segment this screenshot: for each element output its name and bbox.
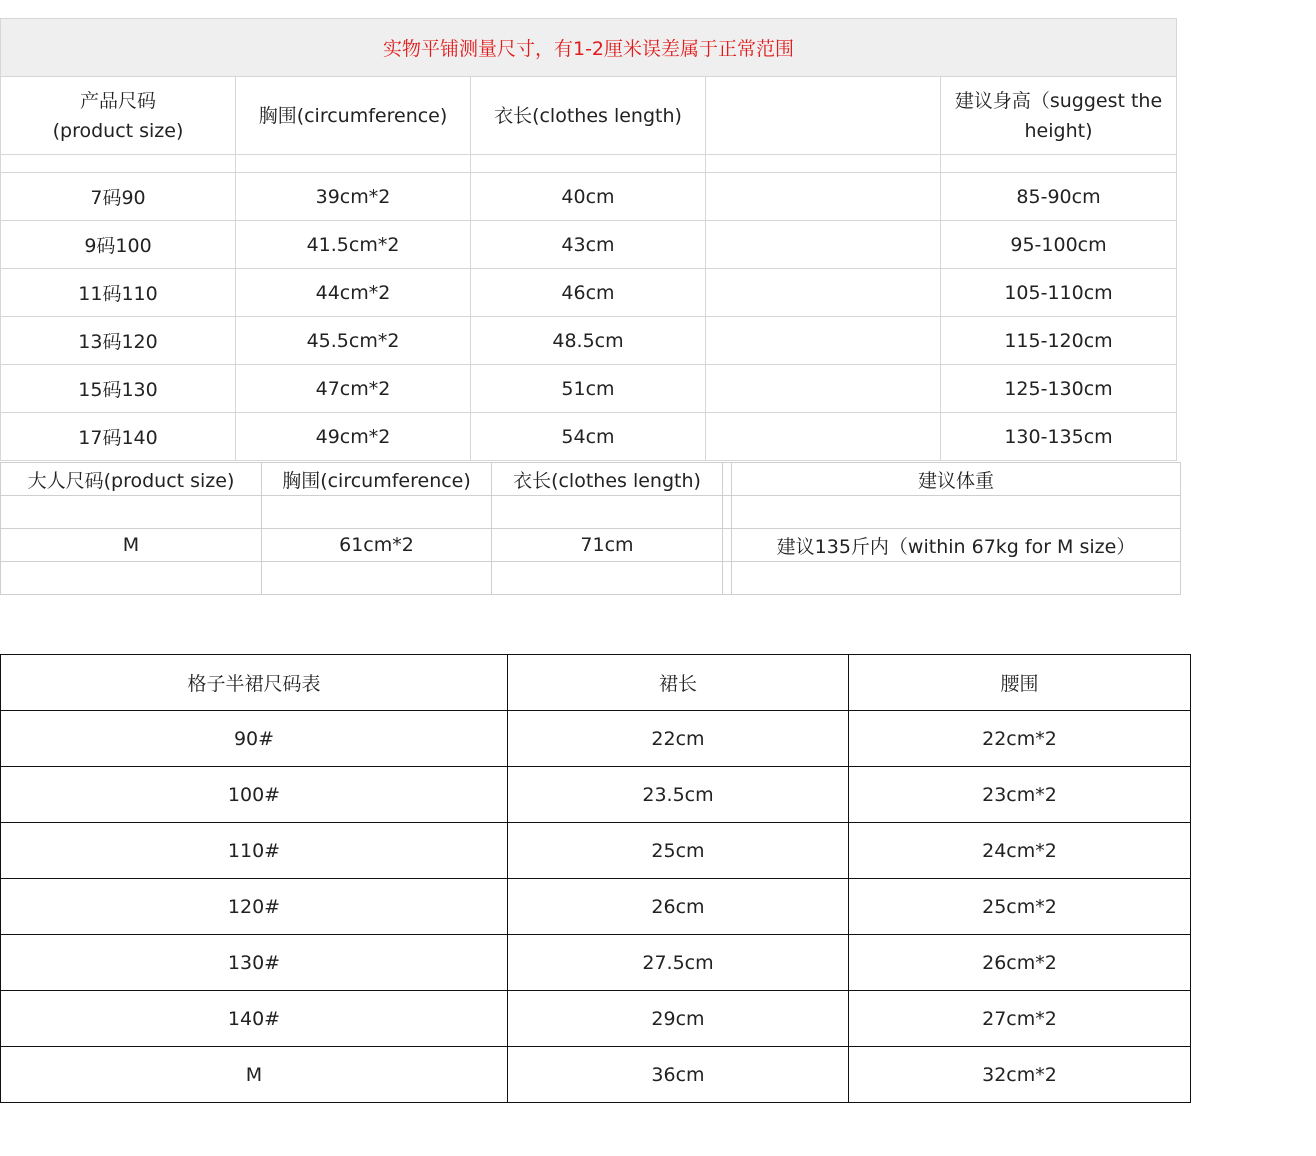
cell-waist: 23cm*2 <box>849 767 1191 823</box>
cell-length: 48.5cm <box>471 317 706 365</box>
header-suggest-height <box>941 77 1177 155</box>
header-length: 衣长(clothes length) <box>471 77 706 155</box>
skirt-header-row <box>1 655 1191 711</box>
skirt-row <box>1 935 1191 991</box>
cell-length: 36cm <box>508 1047 849 1103</box>
cell-length: 23.5cm <box>508 767 849 823</box>
kids-size-table <box>0 18 1177 461</box>
header-skirt-title: 格子半裙尺码表 <box>1 655 508 711</box>
cell-length: 22cm <box>508 711 849 767</box>
narrow-cell <box>723 529 732 562</box>
spacer-cell <box>706 155 941 173</box>
header-skirt-length: 裙长 <box>508 655 849 711</box>
cell-length: 26cm <box>508 879 849 935</box>
cell-chest: 39cm*2 <box>236 173 471 221</box>
cell-length: 46cm <box>471 269 706 317</box>
empty-cell <box>262 562 492 595</box>
header-product-size <box>1 77 236 155</box>
kids-header-row <box>1 77 1177 155</box>
cell-size: 120# <box>1 879 508 935</box>
cell-size: 15码130 <box>1 365 236 413</box>
header-product-size-cn: 产品尺码 <box>79 89 156 112</box>
cell-size: 17码140 <box>1 413 236 461</box>
cell-blank <box>706 173 941 221</box>
cell-size: 7码90 <box>1 173 236 221</box>
header-height-cn: 建议身高（suggest the <box>954 89 1163 112</box>
cell-chest: 49cm*2 <box>236 413 471 461</box>
adult-empty-row <box>1 496 1181 529</box>
kids-row <box>1 269 1177 317</box>
skirt-row <box>1 879 1191 935</box>
adult-row <box>1 529 1181 562</box>
spacer-cell <box>1 155 236 173</box>
header-length: 衣长(clothes length) <box>492 463 723 496</box>
header-chest: 胸围(circumference) <box>262 463 492 496</box>
cell-height: 95-100cm <box>941 221 1177 269</box>
cell-blank <box>706 365 941 413</box>
cell-waist: 32cm*2 <box>849 1047 1191 1103</box>
header-blank <box>706 77 941 155</box>
empty-cell <box>492 562 723 595</box>
header-suggest-weight: 建议体重 <box>732 463 1181 496</box>
skirt-row <box>1 1047 1191 1103</box>
cell-blank <box>706 269 941 317</box>
spacer-cell <box>236 155 471 173</box>
cell-chest: 44cm*2 <box>236 269 471 317</box>
cell-length: 43cm <box>471 221 706 269</box>
header-chest: 胸围(circumference) <box>236 77 471 155</box>
skirt-row <box>1 767 1191 823</box>
kids-row <box>1 173 1177 221</box>
cell-length: 54cm <box>471 413 706 461</box>
cell-height: 115-120cm <box>941 317 1177 365</box>
adult-empty-row <box>1 562 1181 595</box>
measurement-notice: 实物平铺测量尺寸，有1-2厘米误差属于正常范围 <box>1 19 1177 77</box>
cell-length: 40cm <box>471 173 706 221</box>
spacer-cell <box>941 155 1177 173</box>
cell-length: 51cm <box>471 365 706 413</box>
skirt-row <box>1 823 1191 879</box>
notice-row <box>1 19 1177 77</box>
cell-size: 90# <box>1 711 508 767</box>
cell-size: 11码110 <box>1 269 236 317</box>
cell-length: 27.5cm <box>508 935 849 991</box>
cell-size: 100# <box>1 767 508 823</box>
cell-height: 130-135cm <box>941 413 1177 461</box>
cell-height: 105-110cm <box>941 269 1177 317</box>
cell-length: 71cm <box>492 529 723 562</box>
cell-size: 13码120 <box>1 317 236 365</box>
adult-header-row <box>1 463 1181 496</box>
header-adult-size: 大人尺码(product size) <box>1 463 262 496</box>
header-product-size-en: (product size) <box>52 119 184 142</box>
cell-length: 29cm <box>508 991 849 1047</box>
cell-blank <box>706 413 941 461</box>
cell-height: 85-90cm <box>941 173 1177 221</box>
empty-cell <box>492 496 723 529</box>
empty-cell <box>732 496 1181 529</box>
spacer-cell <box>471 155 706 173</box>
cell-size: M <box>1 1047 508 1103</box>
cell-waist: 24cm*2 <box>849 823 1191 879</box>
empty-cell <box>732 562 1181 595</box>
adult-size-table <box>0 462 1181 595</box>
cell-chest: 47cm*2 <box>236 365 471 413</box>
empty-cell <box>1 496 262 529</box>
cell-size: 9码100 <box>1 221 236 269</box>
cell-waist: 27cm*2 <box>849 991 1191 1047</box>
header-height-en: height) <box>1024 119 1093 142</box>
kids-row <box>1 413 1177 461</box>
cell-waist: 25cm*2 <box>849 879 1191 935</box>
kids-row <box>1 221 1177 269</box>
empty-cell <box>1 562 262 595</box>
kids-row <box>1 365 1177 413</box>
narrow-cell <box>723 496 732 529</box>
cell-blank <box>706 317 941 365</box>
cell-weight: 建议135斤内（within 67kg for M size） <box>732 529 1181 562</box>
cell-blank <box>706 221 941 269</box>
kids-row <box>1 317 1177 365</box>
cell-size: M <box>1 529 262 562</box>
cell-chest: 41.5cm*2 <box>236 221 471 269</box>
cell-size: 110# <box>1 823 508 879</box>
cell-chest: 45.5cm*2 <box>236 317 471 365</box>
narrow-cell <box>723 562 732 595</box>
skirt-row <box>1 711 1191 767</box>
header-waist: 腰围 <box>849 655 1191 711</box>
cell-waist: 22cm*2 <box>849 711 1191 767</box>
cell-chest: 61cm*2 <box>262 529 492 562</box>
empty-cell <box>262 496 492 529</box>
narrow-cell <box>723 463 732 496</box>
cell-size: 140# <box>1 991 508 1047</box>
skirt-row <box>1 991 1191 1047</box>
cell-size: 130# <box>1 935 508 991</box>
skirt-size-table <box>0 654 1191 1103</box>
kids-spacer-row <box>1 155 1177 173</box>
cell-waist: 26cm*2 <box>849 935 1191 991</box>
cell-length: 25cm <box>508 823 849 879</box>
cell-height: 125-130cm <box>941 365 1177 413</box>
